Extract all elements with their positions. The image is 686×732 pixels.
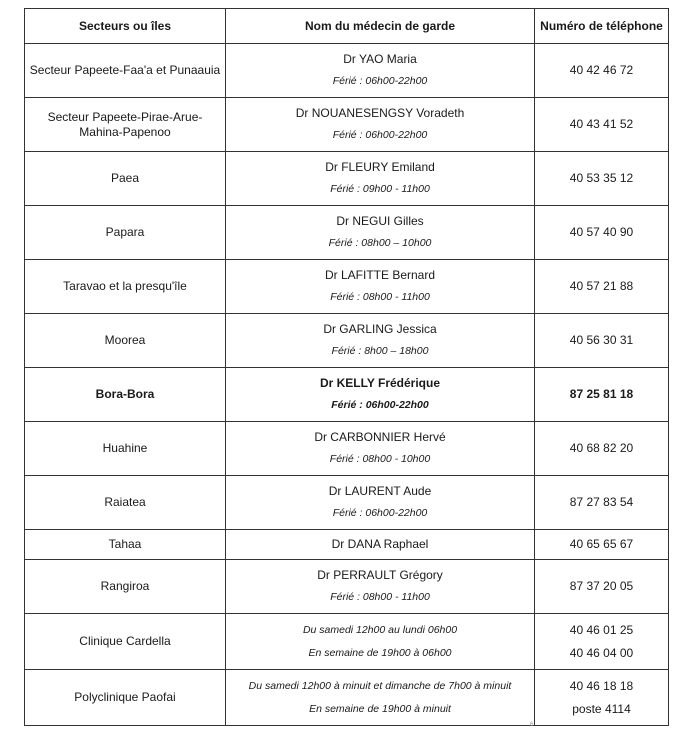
- phone-cell: [535, 530, 669, 560]
- schedule-line: En semaine de 19h00 à minuit: [309, 702, 451, 715]
- table-row: [25, 614, 669, 670]
- sector-cell: Huahine: [25, 422, 226, 476]
- on-call-table: [24, 8, 669, 726]
- doctor-cell: [226, 422, 535, 476]
- holiday-hours: Férié : 08h00 – 10h00: [328, 237, 432, 249]
- doctor-name: Dr LAURENT Aude: [328, 484, 432, 498]
- sector-cell: Clinique Cardella: [25, 614, 226, 670]
- sector-cell: Secteur Papeete-Faa'a et Punaauia: [25, 44, 226, 98]
- sector-cell: Papara: [25, 206, 226, 260]
- doctor-name: Dr LAFITTE Bernard: [324, 268, 436, 282]
- holiday-hours: Férié : 08h00 - 10h00: [329, 453, 431, 465]
- holiday-hours: Férié : 06h00-22h00: [332, 129, 428, 141]
- table-row: [25, 98, 669, 152]
- phone-number: 87 25 81 18: [569, 387, 634, 401]
- phone-number: 87 37 20 05: [569, 579, 634, 593]
- phone-number: 40 53 35 12: [569, 171, 634, 185]
- phone-cell: [535, 422, 669, 476]
- holiday-hours: Férié : 08h00 - 11h00: [330, 291, 430, 303]
- table-row: [25, 206, 669, 260]
- phone-number: 40 43 41 52: [569, 117, 634, 131]
- sector-cell: Bora-Bora: [25, 368, 226, 422]
- phone-number: 40 46 01 25: [569, 622, 634, 637]
- phone-number: 40 65 65 67: [569, 537, 634, 551]
- sector-cell: Paea: [25, 152, 226, 206]
- sector-cell: Tahaa: [25, 530, 226, 560]
- sector-cell: Moorea: [25, 314, 226, 368]
- phone-cell: [535, 476, 669, 530]
- doctor-name: Dr FLEURY Emiland: [325, 160, 435, 174]
- phone-cell: [535, 44, 669, 98]
- doctor-name: Dr PERRAULT Grégory: [317, 568, 443, 582]
- phone-cell: [535, 614, 669, 670]
- doctor-name: Dr CARBONNIER Hervé: [314, 430, 446, 444]
- doctor-cell: [226, 260, 535, 314]
- doctor-name: Dr NOUANESENGSY Voradeth: [295, 106, 465, 120]
- phone-cell: [535, 152, 669, 206]
- holiday-hours: Férié : 06h00-22h00: [331, 399, 429, 411]
- doctor-name: Dr DANA Raphael: [331, 537, 429, 551]
- doctor-cell: [226, 530, 535, 560]
- table-row: [25, 530, 669, 560]
- table-row: [25, 260, 669, 314]
- table-body: [25, 44, 669, 726]
- phone-number: 40 57 21 88: [569, 279, 634, 293]
- doctor-cell: [226, 206, 535, 260]
- phone-cell: [535, 206, 669, 260]
- table-row: [25, 314, 669, 368]
- doctor-cell: [226, 560, 535, 614]
- sector-cell: Taravao et la presqu'île: [25, 260, 226, 314]
- header-row: [25, 9, 669, 44]
- doctor-name: Dr NEGUI Gilles: [336, 214, 424, 228]
- table-row: [25, 422, 669, 476]
- header-phone: Numéro de téléphone: [535, 9, 669, 44]
- phone-cell: [535, 260, 669, 314]
- phone-number: 40 68 82 20: [569, 441, 634, 455]
- doctor-name: Dr YAO Maria: [343, 52, 417, 66]
- table-row: [25, 44, 669, 98]
- doctor-name: Dr KELLY Frédérique: [319, 376, 441, 390]
- page-mark: 6: [530, 722, 534, 728]
- phone-cell: [535, 314, 669, 368]
- holiday-hours: Férié : 06h00-22h00: [332, 507, 428, 519]
- header-doctor: Nom du médecin de garde: [226, 9, 535, 44]
- header-sector: Secteurs ou îles: [25, 9, 226, 44]
- doctor-cell: [226, 368, 535, 422]
- sector-cell: Secteur Papeete-Pirae-Arue-Mahina-Papenoo: [25, 98, 226, 152]
- phone-cell: [535, 560, 669, 614]
- doctor-cell: [226, 98, 535, 152]
- phone-number: 40 46 18 18: [569, 678, 634, 693]
- phone-number: 40 42 46 72: [569, 63, 634, 77]
- holiday-hours: Férié : 06h00-22h00: [332, 75, 428, 87]
- holiday-hours: Férié : 09h00 - 11h00: [330, 183, 430, 195]
- table-row: [25, 368, 669, 422]
- phone-number: 40 57 40 90: [569, 225, 634, 239]
- phone-cell: [535, 368, 669, 422]
- doctor-cell: [226, 476, 535, 530]
- schedule-line: Du samedi 12h00 à minuit et dimanche de 7h00 à minuit: [248, 679, 512, 692]
- schedule-line: En semaine de 19h00 à 06h00: [308, 646, 452, 659]
- phone-cell: [535, 98, 669, 152]
- doctor-cell: [226, 152, 535, 206]
- table-row: [25, 560, 669, 614]
- holiday-hours: Férié : 08h00 - 11h00: [330, 591, 430, 603]
- phone-number: 40 46 04 00: [569, 645, 634, 660]
- doctor-cell: [226, 670, 535, 726]
- doctor-cell: [226, 44, 535, 98]
- phone-number: 87 27 83 54: [569, 495, 634, 509]
- schedule-line: Du samedi 12h00 au lundi 06h00: [302, 623, 458, 636]
- holiday-hours: Férié : 8h00 – 18h00: [331, 345, 429, 357]
- table-row: [25, 476, 669, 530]
- sector-cell: Rangiroa: [25, 560, 226, 614]
- doctor-name: Dr GARLING Jessica: [323, 322, 437, 336]
- sector-cell: Polyclinique Paofai: [25, 670, 226, 726]
- doctor-cell: [226, 614, 535, 670]
- phone-cell: [535, 670, 669, 726]
- phone-number: poste 4114: [572, 701, 631, 716]
- table-row: [25, 670, 669, 726]
- doctor-cell: [226, 314, 535, 368]
- table-row: [25, 152, 669, 206]
- sector-cell: Raiatea: [25, 476, 226, 530]
- phone-number: 40 56 30 31: [569, 333, 634, 347]
